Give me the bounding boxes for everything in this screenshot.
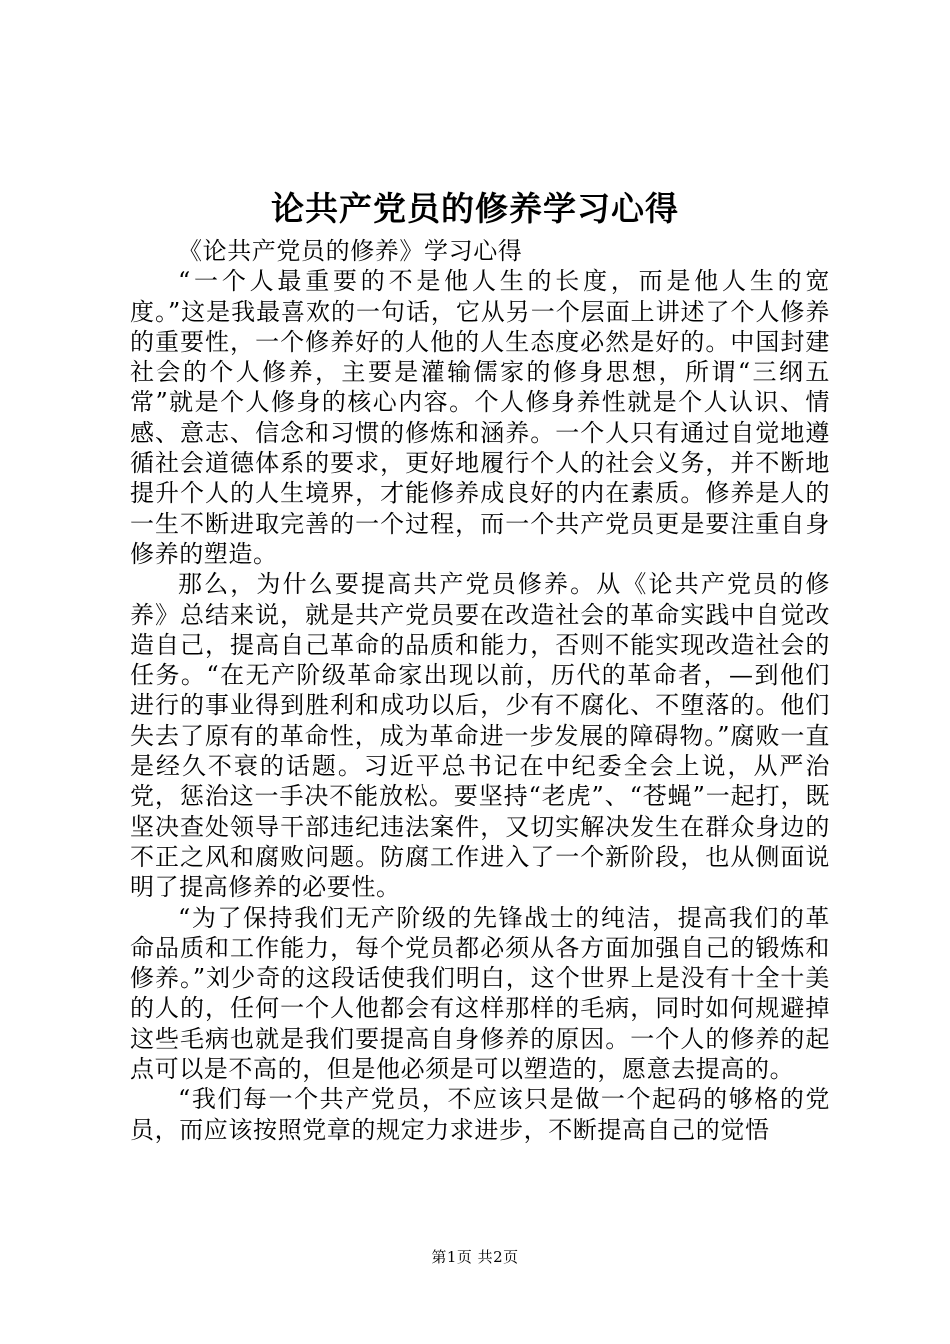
paragraph: “我们每一个共产党员，不应该只是做一个起码的够格的党员，而应该按照党章的规定力求进步，不断提高自己的觉悟 [130,1085,830,1144]
paragraph: 那么，为什么要提高共产党员修养。从《论共产党员的修养》总结来说，就是共产党员要在改造社会的革命实践中自觉改造自己，提高自己革命的品质和能力，否则不能实现改造社会的任务。“在无产阶级革命家出现以前，历代的革命者，—到他们进行的事业得到胜利和成功以后，少有不腐化、不堕落的。他们失去了原有的革命性，成为革命进一步发展的障碍物。”腐败一直是经久不衰的话题。习近平总书记在中纪委全会上说，从严治党，惩治这一手决不能放松。要坚持“老虎”、“苍蝇”一起打，既坚决查处领导干部违纪违法案件，又切实解决发生在群众身边的不正之风和腐败问题。防腐工作进入了一个新阶段，也从侧面说明了提高修养的必要性。 [130,570,830,902]
document-body [130,236,830,1145]
document-title: 论共产党员的修养学习心得 [271,189,679,228]
paragraph: “为了保持我们无产阶级的先锋战士的纯洁，提高我们的革命品质和工作能力，每个党员都必须从各方面加强自己的锻炼和修养。”刘少奇的这段话使我们明白，这个世界上是没有十全十美的人的，任何一个人他都会有这样那样的毛病，同时如何规避掉这些毛病也就是我们要提高自身修养的原因。一个人的修养的起点可以是不高的，但是他必须是可以塑造的，愿意去提高的。 [130,903,830,1084]
page-number-footer: 第1页 共2页 [431,1248,519,1266]
paragraph-subtitle: 《论共产党员的修养》学习心得 [178,237,523,265]
paragraph: “一个人最重要的不是他人生的长度，而是他人生的宽度。”这是我最喜欢的一句话，它从另一个层面上讲述了个人修养的重要性，一个修养好的人他的人生态度必然是好的。中国封建社会的个人修养，主要是灌输儒家的修身思想，所谓“三纲五常”就是个人修身的核心内容。个人修身养性就是个人认识、情感、意志、信念和习惯的修炼和涵养。一个人只有通过自觉地遵循社会道德体系的要求，更好地履行个人的社会义务，并不断地提升个人的人生境界，才能修养成良好的内在素质。修养是人的一生不断进取完善的一个过程，而一个共产党员更是要注重自身修养的塑造。 [130,267,830,568]
